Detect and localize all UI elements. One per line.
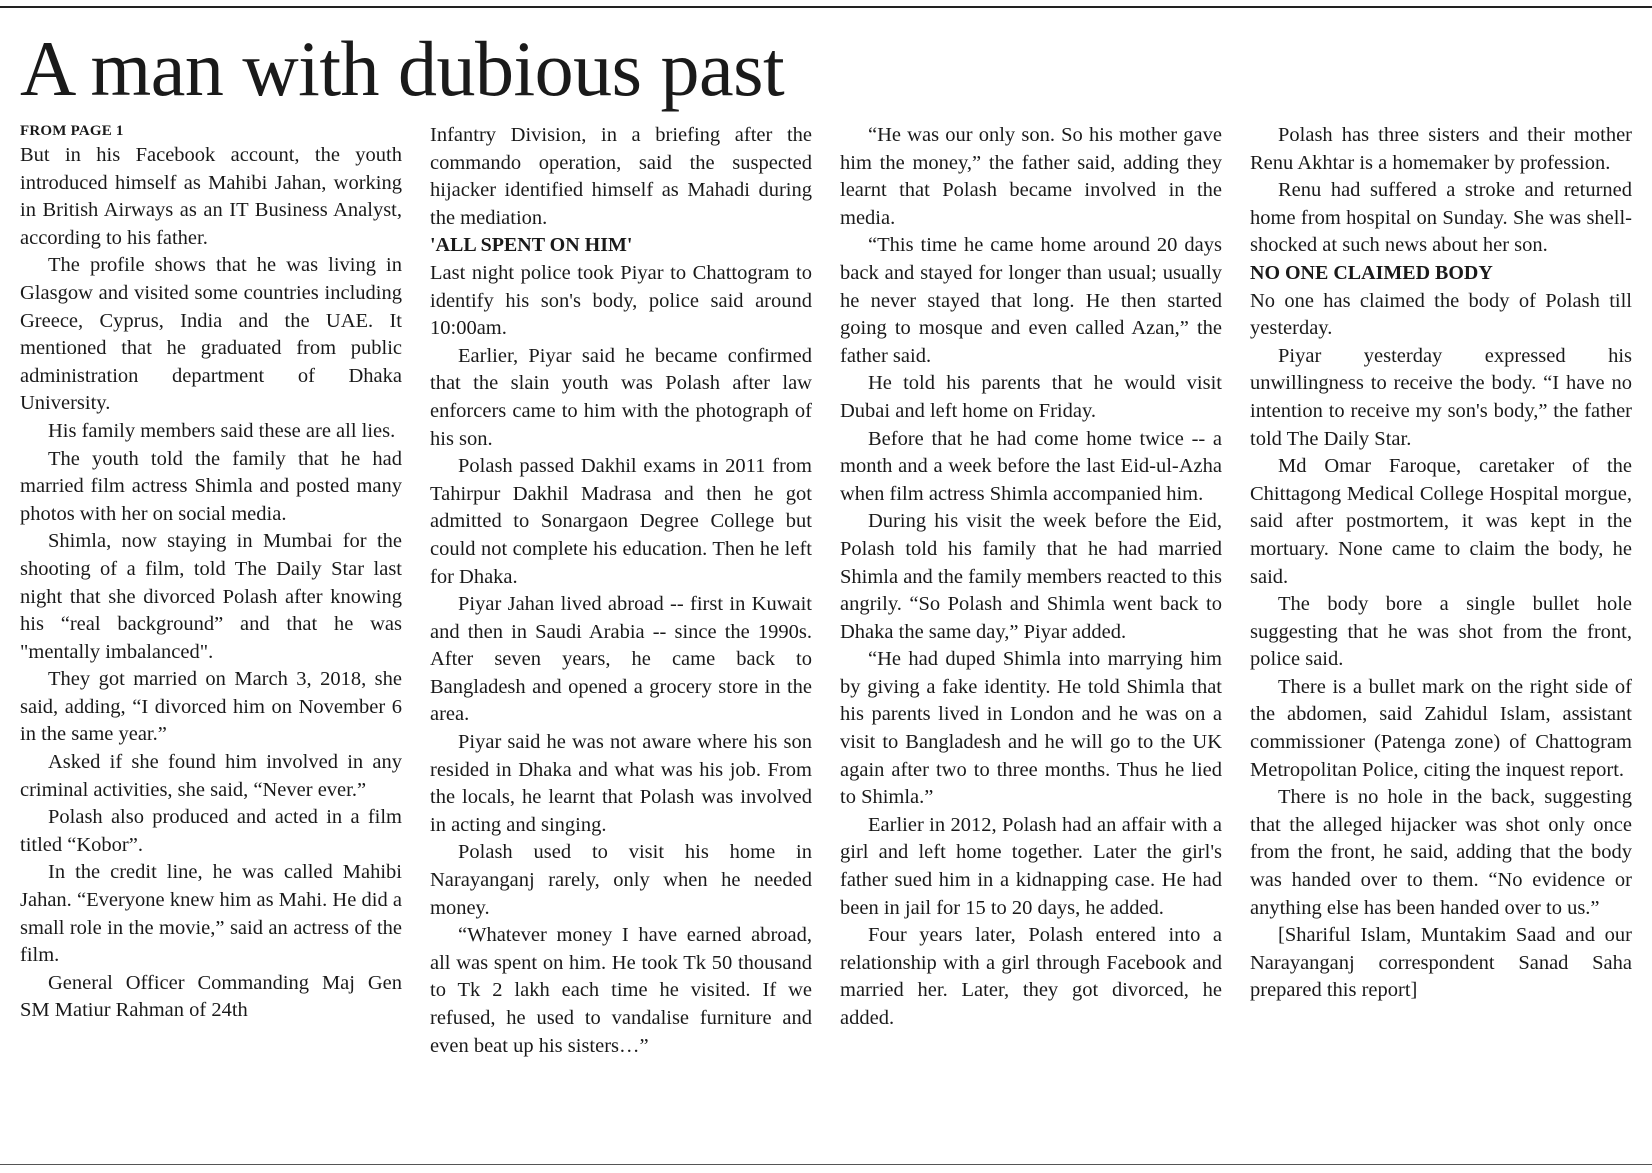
article-column-1 bbox=[20, 122, 402, 1025]
paragraph: The youth told the family that he had married film actress Shimla and posted many photos with her on social media. bbox=[20, 447, 402, 525]
top-rule bbox=[0, 6, 1652, 8]
paragraph: They got married on March 3, 2018, she said, adding, “I divorced him on November 6 in the same year.” bbox=[20, 668, 402, 746]
paragraph: “He had duped Shimla into marrying him by giving a fake identity. He told Shimla that his parents lived in London and he was on a visit to Bangladesh and he will go to the UK again after two to three months. Thus he lied to Shimla.” bbox=[840, 648, 1222, 809]
paragraph: Piyar yesterday expressed his unwillingness to receive the body. “I have no intention to receive my son's body,” the father told The Daily Star. bbox=[1250, 344, 1632, 450]
paragraph: Asked if she found him involved in any criminal activities, she said, “Never ever.” bbox=[20, 751, 402, 801]
article-column-4 bbox=[1250, 122, 1632, 1005]
paragraph: “He was our only son. So his mother gave him the money,” the father said, adding they learnt that Polash became involved in the media. bbox=[840, 124, 1222, 229]
byline-note: [Shariful Islam, Muntakim Saad and our Narayanganj correspondent Sanad Saha prepared this report] bbox=[1250, 924, 1632, 1002]
paragraph: But in his Facebook account, the youth introduced himself as Mahibi Jahan, working in British Airways as an IT Business Analyst, according to his father. bbox=[20, 144, 402, 249]
paragraph: He told his parents that he would visit Dubai and left home on Friday. bbox=[840, 372, 1222, 422]
paragraph: The body bore a single bullet hole suggesting that he was shot from the front, police said. bbox=[1250, 593, 1632, 671]
paragraph: Earlier in 2012, Polash had an affair with a girl and left home together. Later the girl's father sued him in a kidnapping case. He had been in jail for 15 to 20 days, he added. bbox=[840, 813, 1222, 919]
paragraph: Piyar said he was not aware where his son resided in Dhaka and what was his job. From the locals, he learnt that Polash was involved in acting and singing. bbox=[430, 731, 812, 836]
paragraph: Polash has three sisters and their mother Renu Akhtar is a homemaker by profession. bbox=[1250, 124, 1632, 174]
paragraph: Polash passed Dakhil exams in 2011 from Tahirpur Dakhil Madrasa and then he got admitted to Sonargaon Degree College but could not complete his education. Then he left for Dhaka. bbox=[430, 455, 812, 588]
paragraph: Piyar Jahan lived abroad -- first in Kuwait and then in Saudi Arabia -- since the 1990s. After seven years, he came back to Bangladesh and opened a grocery store in the area. bbox=[430, 593, 812, 726]
article-column-2 bbox=[430, 122, 812, 1060]
paragraph: Before that he had come home twice -- a month and a week before the last Eid-ul-Azha when film actress Shimla accompanied him. bbox=[840, 427, 1222, 505]
paragraph: During his visit the week before the Eid, Polash told his family that he had married Shimla and the family members reacted to this angrily. “So Polash and Shimla went back to Dhaka the same day,” Piyar added. bbox=[840, 510, 1222, 643]
paragraph: Renu had suffered a stroke and returned home from hospital on Sunday. She was shell-shocked at such news about her son. bbox=[1250, 179, 1632, 257]
paragraph: Infantry Division, in a briefing after the commando operation, said the suspected hijacker identified himself as Mahadi during the mediation. bbox=[430, 124, 812, 229]
article-column-3 bbox=[840, 122, 1222, 1033]
paragraph: His family members said these are all lies. bbox=[48, 419, 396, 442]
paragraph: Earlier, Piyar said he became confirmed that the slain youth was Polash after law enforcers came to him with the photograph of his son. bbox=[430, 344, 812, 450]
paragraph: Md Omar Faroque, caretaker of the Chittagong Medical College Hospital morgue, said after postmortem, it was kept in the mortuary. None came to claim the body, he said. bbox=[1250, 455, 1632, 588]
paragraph: There is a bullet mark on the right side of the abdomen, said Zahidul Islam, assistant commissioner (Patenga zone) of Chattogram Metropolitan Police, citing the inquest report. bbox=[1250, 675, 1632, 781]
paragraph: Shimla, now staying in Mumbai for the shooting of a film, told The Daily Star last night that she divorced Polash after knowing his “real background” and that he was "mentally imbalanced". bbox=[20, 530, 402, 663]
paragraph: Polash also produced and acted in a film titled “Kobor”. bbox=[20, 806, 402, 856]
paragraph: “This time he came home around 20 days back and stayed for longer than usual; usually he never stayed that long. He then started going to mosque and even called Azan,” the father said. bbox=[840, 234, 1222, 367]
headline: A man with dubious past bbox=[20, 25, 785, 112]
subhead: NO ONE CLAIMED BODY bbox=[1250, 261, 1493, 284]
paragraph: “Whatever money I have earned abroad, all was spent on him. He took Tk 50 thousand to Tk 2 lakh each time he visited. If we refused, he used to vandalise furniture and even beat up his sisters…” bbox=[430, 924, 812, 1057]
paragraph: Four years later, Polash entered into a relationship with a girl through Facebook and married her. Later, they got divorced, he added. bbox=[840, 924, 1222, 1029]
paragraph: No one has claimed the body of Polash till yesterday. bbox=[1250, 289, 1632, 340]
paragraph: There is no hole in the back, suggesting that the alleged hijacker was shot only once from the front, he said, adding that the body was handed over to them. “No evidence or anything else has been handed over to us.” bbox=[1250, 786, 1632, 919]
paragraph: General Officer Commanding Maj Gen SM Matiur Rahman of 24th bbox=[20, 971, 402, 1022]
paragraph: The profile shows that he was living in Glasgow and visited some countries including Greece, Cyprus, India and the UAE. It mentioned that he graduated from public administration department of Dhaka University. bbox=[20, 254, 402, 415]
kicker: FROM PAGE 1 bbox=[20, 123, 124, 139]
subhead: 'ALL SPENT ON HIM' bbox=[430, 234, 633, 257]
bottom-rule bbox=[0, 1164, 1652, 1165]
paragraph: Last night police took Piyar to Chattogram to identify his son's body, police said around 10:00am. bbox=[430, 261, 812, 340]
paragraph: Polash used to visit his home in Narayanganj rarely, only when he needed money. bbox=[430, 841, 812, 919]
paragraph: In the credit line, he was called Mahibi Jahan. “Everyone knew him as Mahi. He did a small role in the movie,” said an actress of the film. bbox=[20, 861, 402, 967]
